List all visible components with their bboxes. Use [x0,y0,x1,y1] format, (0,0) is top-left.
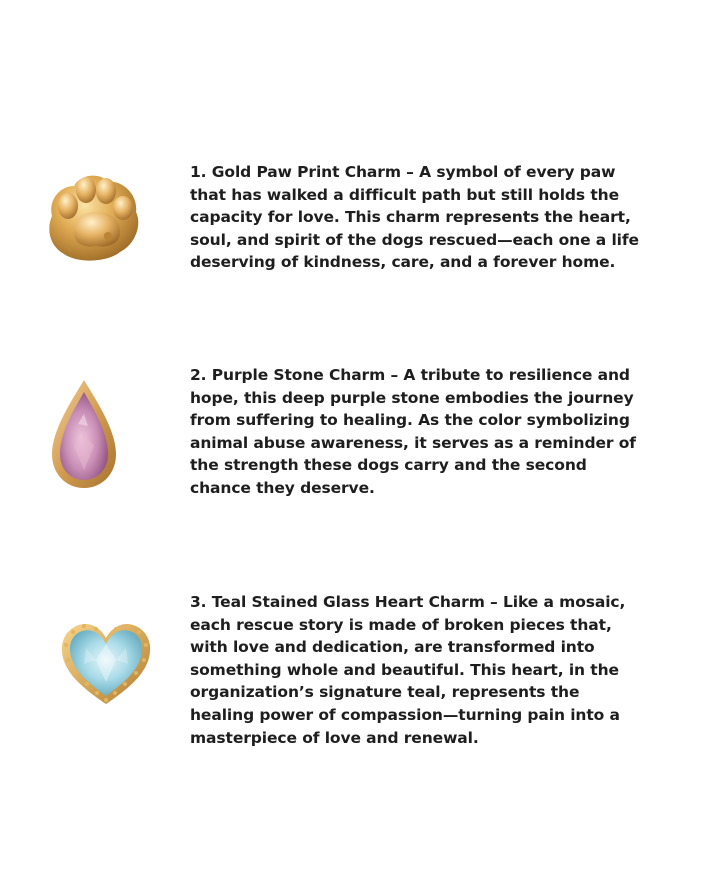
teal-heart-charm-icon [56,612,156,712]
charm-description: 3. Teal Stained Glass Heart Charm – Like a mosaic, each rescue story is made of broken pieces that, with love and dedication, are transformed into something whole and beautiful. This heart, in the organization’s signature teal, represents the healing power of compassion—turning pain into a masterpiece of love and renewal. [190,593,626,747]
charm-description: 2. Purple Stone Charm – A tribute to resilience and hope, this deep purple stone embodies the journey from suffering to healing. As the color symbolizing animal abuse awareness, it serves as a reminder of the strength these dogs carry and the second chance they deserve. [190,366,636,497]
purple-stone-charm-icon [48,374,120,494]
charm-description: 1. Gold Paw Print Charm – A symbol of every paw that has walked a difficult path but still holds the capacity for love. This charm represents the heart, soul, and spirit of the dogs rescued—each one a life deserving of kindness, care, and a forever home. [190,163,639,272]
gold-paw-print-charm-icon [38,160,148,270]
